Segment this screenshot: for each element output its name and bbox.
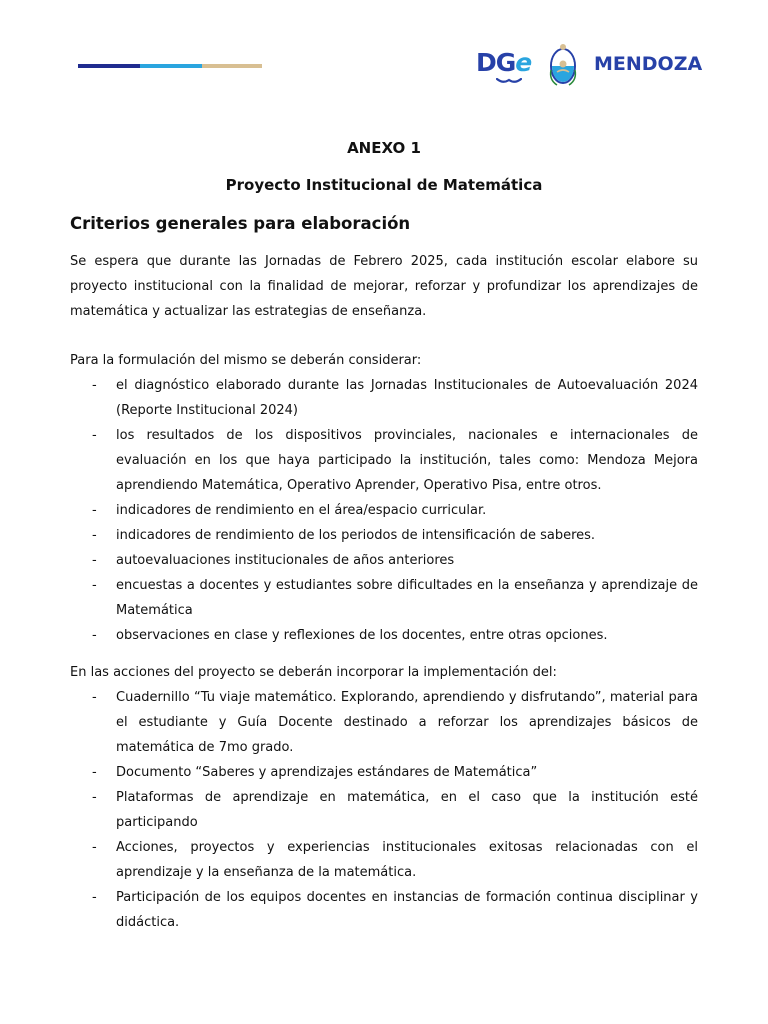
- brand-name: MENDOZA: [594, 53, 703, 75]
- considerations-block: [70, 348, 698, 648]
- header-stripe-sand: [202, 64, 262, 68]
- list-item: - los resultados de los dispositivos provinciales, nacionales e internacionales de evaluación en los que haya participado la institución, tales como: Mendoza Mejora aprendiendo Matemática, Operativo Aprender, Operativo Pisa, entre otros.: [70, 423, 698, 498]
- bullet-dash: -: [92, 840, 97, 855]
- dge-logo: [476, 46, 538, 90]
- mendoza-crest-icon: [548, 42, 578, 88]
- considerations-lead: Para la formulación del mismo se deberán considerar:: [70, 353, 422, 368]
- actions-block: [70, 660, 698, 935]
- list-item: - Participación de los equipos docentes en instancias de formación continua disciplinar y didáctica.: [70, 885, 698, 935]
- bullet-dash: -: [92, 378, 97, 393]
- section-heading: Criterios generales para elaboración: [70, 214, 411, 233]
- list-item: - el diagnóstico elaborado durante las Jornadas Institucionales de Autoevaluación 2024 (Reporte Institucional 2024): [70, 373, 698, 423]
- bullet-dash: -: [92, 528, 97, 543]
- intro-paragraph: Se espera que durante las Jornadas de Febrero 2025, cada institución escolar elabore su proyecto institucional con la finalidad de mejorar, reforzar y profundizar los aprendizajes de matemática y actualizar las estrategias de enseñanza.: [70, 254, 698, 319]
- considerations-list: [70, 373, 698, 648]
- document-title: Proyecto Institucional de Matemática: [225, 176, 543, 194]
- dge-logo-text: DGe: [476, 48, 532, 77]
- bullet-dash: -: [92, 553, 97, 568]
- bullet-dash: -: [92, 790, 97, 805]
- bullet-dash: -: [92, 503, 97, 518]
- bullet-dash: -: [92, 890, 97, 905]
- list-item: - autoevaluaciones institucionales de años anteriores: [70, 548, 698, 573]
- open-book-icon: [496, 78, 522, 86]
- header-stripe-navy: [78, 64, 140, 68]
- list-item: - Plataformas de aprendizaje en matemática, en el caso que la institución esté participando: [70, 785, 698, 835]
- annex-heading: ANEXO 1: [347, 139, 421, 157]
- list-item: - Acciones, proyectos y experiencias institucionales exitosas relacionadas con el aprendizaje y la enseñanza de la matemática.: [70, 835, 698, 885]
- bullet-dash: -: [92, 578, 97, 593]
- bullet-dash: -: [92, 690, 97, 705]
- list-item: - observaciones en clase y reflexiones de los docentes, entre otras opciones.: [70, 623, 698, 648]
- actions-list: [70, 685, 698, 935]
- list-item: - Cuadernillo “Tu viaje matemático. Explorando, aprendiendo y disfrutando”, material para el estudiante y Guía Docente destinado a reforzar los aprendizajes básicos de matemática de 7mo grado.: [70, 685, 698, 760]
- list-item: - encuestas a docentes y estudiantes sobre dificultades en la enseñanza y aprendizaje de Matemática: [70, 573, 698, 623]
- page-header: [0, 0, 768, 110]
- bullet-dash: -: [92, 628, 97, 643]
- actions-lead: En las acciones del proyecto se deberán incorporar la implementación del:: [70, 665, 557, 680]
- list-item: - Documento “Saberes y aprendizajes estándares de Matemática”: [70, 760, 698, 785]
- bullet-dash: -: [92, 765, 97, 780]
- header-stripe-sky: [140, 64, 202, 68]
- list-item: - indicadores de rendimiento en el área/espacio curricular.: [70, 498, 698, 523]
- list-item: - indicadores de rendimiento de los periodos de intensificación de saberes.: [70, 523, 698, 548]
- bullet-dash: -: [92, 428, 97, 443]
